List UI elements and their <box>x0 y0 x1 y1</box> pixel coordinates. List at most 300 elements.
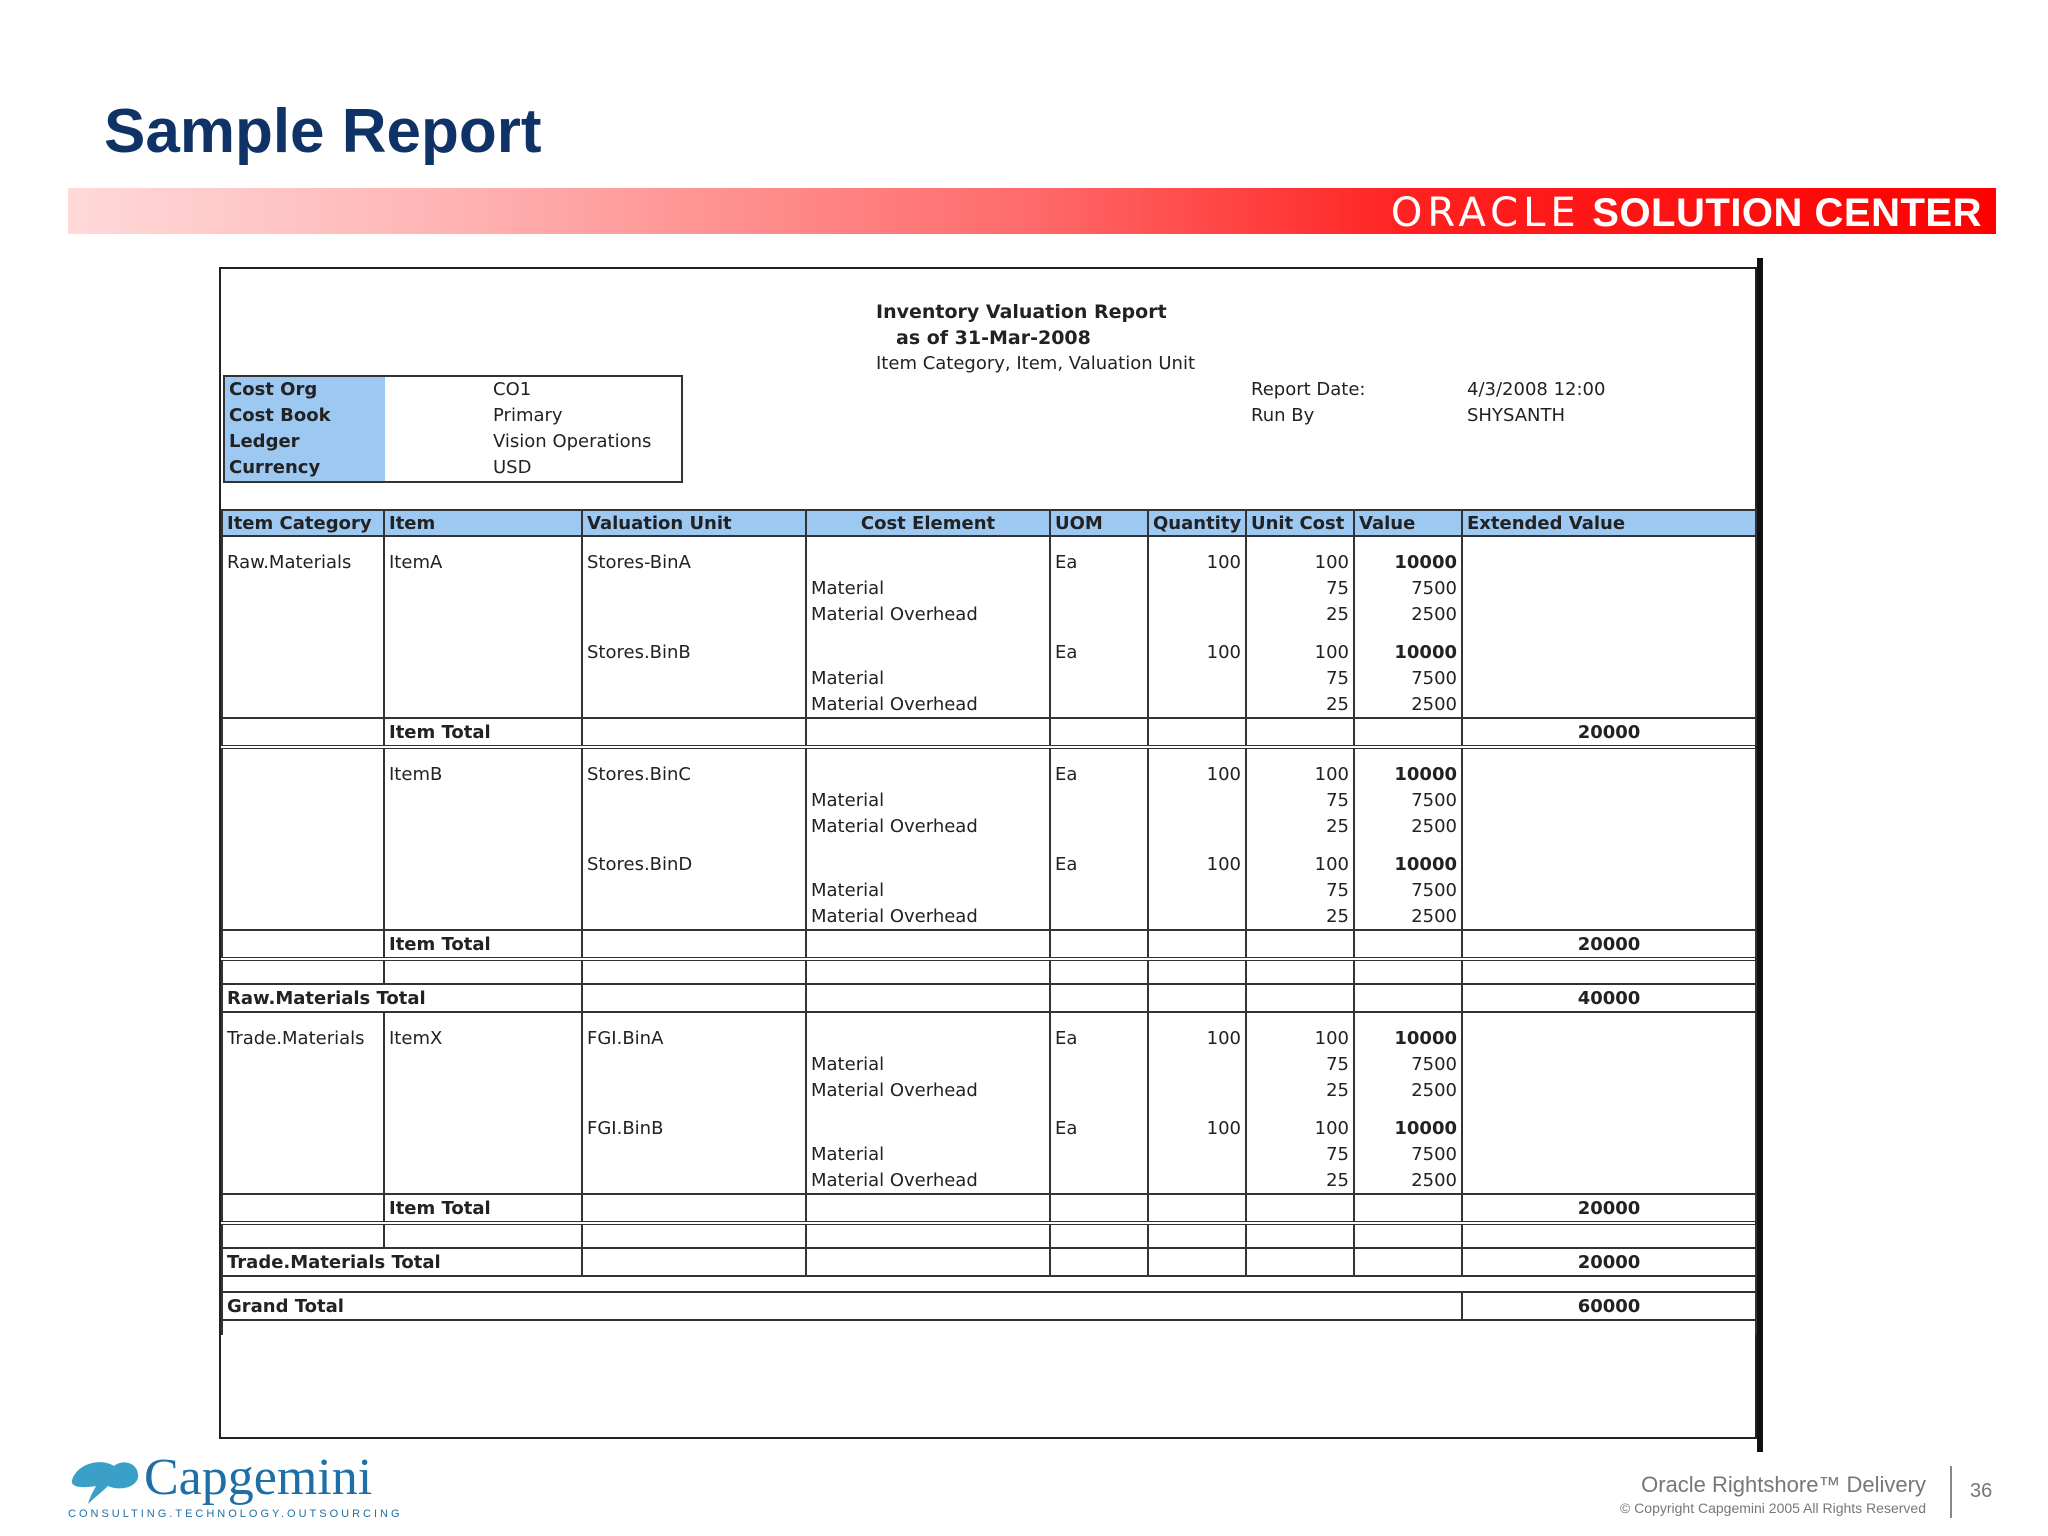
table-cell <box>1462 903 1756 930</box>
table-cell <box>222 787 384 813</box>
parameter-value: Vision Operations <box>493 431 652 452</box>
inventory-valuation-table <box>221 509 1757 1335</box>
table-row <box>222 747 1756 787</box>
parameter-label: Cost Org <box>229 379 318 400</box>
table-cell <box>1050 1141 1148 1167</box>
table-cell: 7500 <box>1354 787 1462 813</box>
table-cell: Stores.BinD <box>582 839 806 877</box>
table-cell: Grand Total <box>222 1292 1462 1320</box>
oracle-banner <box>68 188 1996 234</box>
table-cell <box>222 903 384 930</box>
table-cell: ItemB <box>384 747 582 787</box>
table-cell <box>806 959 1050 984</box>
table-cell: Item Total <box>384 1194 582 1223</box>
footer-copyright: © Copyright Capgemini 2005 All Rights Reserved <box>1619 1500 1926 1516</box>
table-cell: Ea <box>1050 536 1148 575</box>
table-cell <box>1148 665 1246 691</box>
table-cell <box>384 601 582 627</box>
banner-text <box>1391 190 1982 236</box>
table-cell <box>384 839 582 877</box>
table-row <box>222 1012 1756 1051</box>
table-cell <box>1354 718 1462 747</box>
table-cell <box>1354 984 1462 1012</box>
banner-suffix: SOLUTION CENTER <box>1592 191 1982 235</box>
table-cell <box>1050 959 1148 984</box>
table-cell: 60000 <box>1462 1292 1756 1320</box>
table-cell: Raw.Materials <box>222 536 384 575</box>
table-cell <box>582 877 806 903</box>
table-cell: 75 <box>1246 665 1354 691</box>
table-cell: 20000 <box>1462 1248 1756 1276</box>
table-cell: Material Overhead <box>806 601 1050 627</box>
table-row <box>222 1248 1756 1276</box>
table-cell <box>582 1141 806 1167</box>
table-cell: 100 <box>1246 1103 1354 1141</box>
table-cell <box>222 813 384 839</box>
table-cell <box>222 930 384 959</box>
table-cell: 75 <box>1246 1051 1354 1077</box>
table-cell <box>1050 1223 1148 1248</box>
table-cell <box>1462 747 1756 787</box>
table-cell <box>806 718 1050 747</box>
column-header: Item Category <box>222 510 384 536</box>
table-row <box>222 930 1756 959</box>
page-edge-shadow <box>1757 258 1763 1452</box>
column-header: Item <box>384 510 582 536</box>
table-cell: 10000 <box>1354 1103 1462 1141</box>
report-meta <box>1251 377 1611 429</box>
parameter-value: Primary <box>493 405 563 426</box>
table-cell <box>1462 1077 1756 1103</box>
table-cell <box>806 747 1050 787</box>
table-cell <box>1462 575 1756 601</box>
table-cell: 10000 <box>1354 627 1462 665</box>
column-header: Cost Element <box>806 510 1050 536</box>
table-cell <box>384 1167 582 1194</box>
table-cell <box>1148 903 1246 930</box>
table-row <box>222 1194 1756 1223</box>
table-cell <box>1246 1194 1354 1223</box>
column-header: Value <box>1354 510 1462 536</box>
table-cell <box>222 1141 384 1167</box>
column-header: Extended Value <box>1462 510 1756 536</box>
table-cell <box>806 627 1050 665</box>
table-row <box>222 691 1756 718</box>
parameter-value: USD <box>493 457 532 478</box>
table-cell: Material Overhead <box>806 1077 1050 1103</box>
table-cell <box>1148 984 1246 1012</box>
table-cell <box>1148 1248 1246 1276</box>
table-cell <box>222 601 384 627</box>
table-row <box>222 1292 1756 1320</box>
table-cell: 7500 <box>1354 665 1462 691</box>
table-cell: 10000 <box>1354 1012 1462 1051</box>
table-cell <box>222 1051 384 1077</box>
table-cell <box>582 787 806 813</box>
report-parameters <box>223 375 683 483</box>
table-cell <box>1462 691 1756 718</box>
table-cell <box>582 1194 806 1223</box>
table-cell <box>222 1223 384 1248</box>
table-cell: 25 <box>1246 601 1354 627</box>
table-cell <box>384 1223 582 1248</box>
table-cell: 100 <box>1148 536 1246 575</box>
table-cell: Ea <box>1050 1012 1148 1051</box>
capgemini-spade-icon <box>68 1456 142 1506</box>
table-cell <box>222 1103 384 1141</box>
table-cell: Stores.BinB <box>582 627 806 665</box>
table-cell <box>1050 984 1148 1012</box>
table-row <box>222 877 1756 903</box>
table-row <box>222 601 1756 627</box>
parameter-row <box>225 429 681 455</box>
table-row <box>222 1320 1756 1335</box>
table-cell <box>222 959 384 984</box>
table-cell: Material <box>806 787 1050 813</box>
table-cell: Material Overhead <box>806 1167 1050 1194</box>
table-cell: Item Total <box>384 718 582 747</box>
table-cell <box>1462 665 1756 691</box>
table-cell <box>806 1223 1050 1248</box>
report-frame <box>219 267 1757 1439</box>
table-cell <box>1050 813 1148 839</box>
table-cell <box>582 903 806 930</box>
table-cell: Stores-BinA <box>582 536 806 575</box>
table-cell: 10000 <box>1354 839 1462 877</box>
table-cell <box>1354 1223 1462 1248</box>
table-cell <box>1148 601 1246 627</box>
page-number: 36 <box>1970 1480 1993 1502</box>
table-cell <box>1246 1248 1354 1276</box>
table-cell: 75 <box>1246 787 1354 813</box>
table-cell <box>222 1276 1756 1292</box>
table-cell <box>582 959 806 984</box>
table-cell: 7500 <box>1354 1141 1462 1167</box>
table-cell <box>1148 787 1246 813</box>
table-header-row <box>222 510 1756 536</box>
table-cell: Material <box>806 877 1050 903</box>
parameter-label: Currency <box>229 457 321 478</box>
table-cell <box>582 1077 806 1103</box>
table-cell <box>1148 1223 1246 1248</box>
table-row <box>222 1167 1756 1194</box>
table-cell <box>1246 984 1354 1012</box>
table-cell <box>806 930 1050 959</box>
report-heading <box>876 299 1195 377</box>
parameter-value: CO1 <box>493 379 532 400</box>
table-cell <box>806 1103 1050 1141</box>
table-cell <box>1148 930 1246 959</box>
table-row <box>222 839 1756 877</box>
table-body <box>222 536 1756 1335</box>
table-cell <box>384 627 582 665</box>
table-cell <box>1148 959 1246 984</box>
table-cell: 100 <box>1246 536 1354 575</box>
table-cell <box>1246 930 1354 959</box>
table-cell <box>222 691 384 718</box>
table-cell <box>1148 1077 1246 1103</box>
meta-value: 4/3/2008 12:00 <box>1467 379 1606 400</box>
table-cell: 20000 <box>1462 930 1756 959</box>
table-cell: Ea <box>1050 839 1148 877</box>
table-cell: 7500 <box>1354 1051 1462 1077</box>
table-cell <box>1148 1051 1246 1077</box>
table-cell <box>384 1051 582 1077</box>
table-cell: Material <box>806 665 1050 691</box>
table-cell <box>582 1051 806 1077</box>
table-cell <box>1462 959 1756 984</box>
table-cell <box>806 1012 1050 1051</box>
table-cell: Ea <box>1050 747 1148 787</box>
table-cell <box>1246 959 1354 984</box>
table-cell: 25 <box>1246 813 1354 839</box>
table-cell <box>582 601 806 627</box>
table-cell: Trade.Materials <box>222 1012 384 1051</box>
table-cell <box>1050 877 1148 903</box>
table-cell <box>384 575 582 601</box>
table-cell: 2500 <box>1354 1077 1462 1103</box>
table-cell <box>222 1077 384 1103</box>
table-cell: 100 <box>1148 1103 1246 1141</box>
table-cell <box>582 665 806 691</box>
table-cell <box>1462 536 1756 575</box>
table-cell <box>222 627 384 665</box>
table-cell <box>1148 718 1246 747</box>
meta-row <box>1251 377 1611 403</box>
table-cell <box>1050 787 1148 813</box>
table-cell <box>582 1248 806 1276</box>
table-row <box>222 718 1756 747</box>
table-cell <box>384 787 582 813</box>
table-cell: 20000 <box>1462 1194 1756 1223</box>
table-cell <box>1246 1223 1354 1248</box>
table-cell: 100 <box>1148 627 1246 665</box>
table-row <box>222 536 1756 575</box>
table-cell <box>384 1141 582 1167</box>
table-cell <box>384 1103 582 1141</box>
table-cell <box>1462 601 1756 627</box>
table-cell <box>806 839 1050 877</box>
table-cell <box>384 1077 582 1103</box>
capgemini-logo <box>68 1449 403 1520</box>
table-cell: 100 <box>1246 839 1354 877</box>
table-cell: 100 <box>1246 747 1354 787</box>
table-cell: 100 <box>1148 1012 1246 1051</box>
table-cell <box>806 536 1050 575</box>
table-cell <box>1246 718 1354 747</box>
table-cell: 7500 <box>1354 877 1462 903</box>
table-cell <box>582 718 806 747</box>
table-cell <box>582 575 806 601</box>
table-cell <box>1050 665 1148 691</box>
table-cell <box>222 877 384 903</box>
table-cell <box>1050 575 1148 601</box>
table-cell <box>222 747 384 787</box>
table-cell <box>1354 1248 1462 1276</box>
table-cell: 25 <box>1246 1077 1354 1103</box>
table-cell <box>1050 691 1148 718</box>
table-cell <box>1462 787 1756 813</box>
capgemini-tagline: CONSULTING.TECHNOLOGY.OUTSOURCING <box>68 1508 403 1520</box>
table-cell: Material <box>806 575 1050 601</box>
table-cell: Ea <box>1050 627 1148 665</box>
table-row <box>222 959 1756 984</box>
table-cell <box>384 691 582 718</box>
table-cell <box>222 1167 384 1194</box>
table-cell <box>222 665 384 691</box>
table-row <box>222 984 1756 1012</box>
parameter-row <box>225 403 681 429</box>
table-cell: Material Overhead <box>806 903 1050 930</box>
table-cell <box>384 903 582 930</box>
table-cell <box>1354 1194 1462 1223</box>
table-cell: Material <box>806 1141 1050 1167</box>
column-header: Unit Cost <box>1246 510 1354 536</box>
table-cell: Material Overhead <box>806 813 1050 839</box>
table-cell <box>1462 1141 1756 1167</box>
table-cell <box>1462 813 1756 839</box>
table-row <box>222 1103 1756 1141</box>
table-cell <box>1462 1167 1756 1194</box>
table-cell <box>1050 1077 1148 1103</box>
table-row <box>222 627 1756 665</box>
table-cell <box>1050 718 1148 747</box>
meta-label: Run By <box>1251 405 1315 426</box>
table-cell <box>1050 930 1148 959</box>
table-cell: 2500 <box>1354 601 1462 627</box>
table-cell: 2500 <box>1354 903 1462 930</box>
table-row <box>222 787 1756 813</box>
table-cell: 10000 <box>1354 536 1462 575</box>
table-cell: Stores.BinC <box>582 747 806 787</box>
table-cell: 10000 <box>1354 747 1462 787</box>
table-cell <box>1050 1167 1148 1194</box>
table-cell <box>384 813 582 839</box>
parameter-label: Cost Book <box>229 405 331 426</box>
report-subtitle: Item Category, Item, Valuation Unit <box>876 353 1196 374</box>
table-cell: 25 <box>1246 691 1354 718</box>
table-cell <box>582 691 806 718</box>
table-cell <box>1462 1051 1756 1077</box>
footer-delivery: Oracle Rightshore™ Delivery <box>1641 1472 1926 1497</box>
table-cell <box>582 1223 806 1248</box>
column-header: Valuation Unit <box>582 510 806 536</box>
table-cell <box>1148 575 1246 601</box>
parameter-row <box>225 455 681 481</box>
table-cell <box>1050 1248 1148 1276</box>
table-cell: 40000 <box>1462 984 1756 1012</box>
meta-row <box>1251 403 1611 429</box>
footer-credits <box>1620 1472 1926 1516</box>
table-cell <box>1462 877 1756 903</box>
table-cell: 75 <box>1246 1141 1354 1167</box>
table-cell <box>1462 839 1756 877</box>
table-cell <box>1462 1012 1756 1051</box>
table-cell <box>1148 691 1246 718</box>
oracle-logo-text: ORACLE <box>1390 190 1581 236</box>
table-cell: Raw.Materials Total <box>222 984 582 1012</box>
table-row <box>222 1141 1756 1167</box>
meta-value: SHYSANTH <box>1467 405 1566 426</box>
table-cell <box>1462 1103 1756 1141</box>
table-row <box>222 575 1756 601</box>
table-cell: Material <box>806 1051 1050 1077</box>
table-cell: 75 <box>1246 877 1354 903</box>
table-cell <box>384 959 582 984</box>
report-as-of: as of 31-Mar-2008 <box>896 327 1091 349</box>
table-cell: FGI.BinA <box>582 1012 806 1051</box>
table-cell: FGI.BinB <box>582 1103 806 1141</box>
table-cell <box>384 665 582 691</box>
table-cell: 2500 <box>1354 1167 1462 1194</box>
column-header: Quantity <box>1148 510 1246 536</box>
table-row <box>222 1223 1756 1248</box>
table-cell <box>1354 959 1462 984</box>
column-header: UOM <box>1050 510 1148 536</box>
table-cell: ItemA <box>384 536 582 575</box>
table-cell <box>1148 1167 1246 1194</box>
table-cell: Item Total <box>384 930 582 959</box>
report-title: Inventory Valuation Report <box>876 301 1167 323</box>
table-cell: Ea <box>1050 1103 1148 1141</box>
table-row <box>222 1276 1756 1292</box>
table-cell: 2500 <box>1354 691 1462 718</box>
table-cell: 7500 <box>1354 575 1462 601</box>
table-cell: 100 <box>1148 747 1246 787</box>
table-cell <box>222 839 384 877</box>
meta-label: Report Date: <box>1251 379 1366 400</box>
table-cell <box>806 1248 1050 1276</box>
table-cell <box>582 813 806 839</box>
table-cell <box>1462 1223 1756 1248</box>
table-row <box>222 813 1756 839</box>
table-cell: 100 <box>1246 1012 1354 1051</box>
table-cell <box>1050 1051 1148 1077</box>
table-cell <box>1050 903 1148 930</box>
table-cell <box>1050 601 1148 627</box>
table-cell <box>1148 813 1246 839</box>
table-row <box>222 665 1756 691</box>
capgemini-logo-text: Capgemini <box>144 1449 373 1506</box>
table-cell <box>582 930 806 959</box>
table-cell <box>806 1194 1050 1223</box>
table-cell: Material Overhead <box>806 691 1050 718</box>
table-row <box>222 1051 1756 1077</box>
table-cell: 2500 <box>1354 813 1462 839</box>
table-cell <box>1148 1141 1246 1167</box>
table-row <box>222 903 1756 930</box>
table-cell: 100 <box>1246 627 1354 665</box>
footer-divider <box>1950 1466 1952 1518</box>
table-cell <box>582 984 806 1012</box>
table-cell: ItemX <box>384 1012 582 1051</box>
table-cell: 25 <box>1246 1167 1354 1194</box>
table-cell <box>222 718 384 747</box>
table-cell <box>582 1167 806 1194</box>
table-cell <box>806 984 1050 1012</box>
slide-title: Sample Report <box>104 97 542 166</box>
table-cell <box>222 1320 1756 1335</box>
parameter-label: Ledger <box>229 431 300 452</box>
table-cell: 75 <box>1246 575 1354 601</box>
table-cell <box>1148 877 1246 903</box>
table-cell <box>222 1194 384 1223</box>
table-cell <box>1050 1194 1148 1223</box>
table-cell <box>1462 627 1756 665</box>
table-cell: Trade.Materials Total <box>222 1248 582 1276</box>
parameter-row <box>225 377 681 403</box>
table-cell <box>222 575 384 601</box>
